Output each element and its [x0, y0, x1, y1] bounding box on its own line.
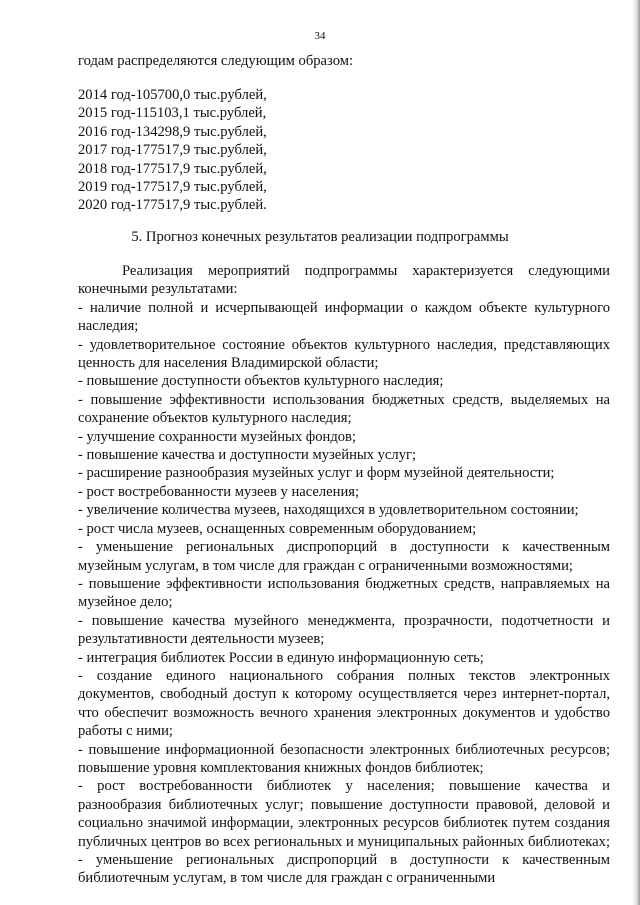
result-item: - удовлетворительное состояние объектов культурного наследия, представляющих ценность для населения Владимирской области;	[78, 336, 610, 372]
result-item: - повышение качества музейного менеджмента, прозрачности, подотчетности и результативности деятельности музеев;	[78, 612, 610, 648]
results-section	[78, 262, 610, 888]
allocation-2020: 2020 год-177517,9 тыс.рублей.	[78, 197, 267, 214]
allocation-list	[78, 86, 610, 215]
scan-edge-shadow	[632, 0, 640, 905]
result-item: - рост числа музеев, оснащенных современным оборудованием;	[78, 520, 477, 537]
allocation-2016: 2016 год-134298,9 тыс.рублей,	[78, 123, 267, 140]
result-item: - улучшение сохранности музейных фондов;	[78, 428, 356, 445]
allocation-2017: 2017 год-177517,9 тыс.рублей,	[78, 142, 267, 159]
allocation-2014: 2014 год-105700,0 тыс.рублей,	[78, 87, 267, 103]
result-item: - повышение эффективности использования бюджетных средств, выделяемых на сохранение объектов культурного наследия;	[78, 391, 610, 427]
result-item: - повышение качества и доступности музейных услуг;	[78, 447, 417, 464]
section-heading: 5. Прогноз конечных результатов реализации подпрограммы	[131, 229, 509, 245]
results-lead: Реализация мероприятий подпрограммы характеризуется следующими конечными результатами:	[78, 263, 610, 298]
allocation-2019: 2019 год-177517,9 тыс.рублей,	[78, 178, 267, 195]
result-item: - расширение разнообразия музейных услуг и форм музейной деятельности;	[78, 465, 555, 482]
result-item: - повышение доступности объектов культурного наследия;	[78, 373, 444, 390]
result-item: - интеграция библиотек России в единую информационную сеть;	[78, 649, 484, 666]
result-item: - создание единого национального собрания полных текстов электронных документов, свободный доступ к которому осуществляется через интернет-портал, что обеспечит возможность вечного хранения электронных документов и удобство работы с ними;	[78, 667, 610, 740]
result-item: - повышение эффективности использования бюджетных средств, направляемых на музейное дело;	[78, 575, 610, 611]
result-item: - увеличение количества музеев, находящихся в удовлетворительном состоянии;	[78, 502, 579, 519]
result-item: - наличие полной и исчерпывающей информации о каждом объекте культурного наследия;	[78, 299, 610, 335]
intro-line: годам распределяются следующим образом:	[78, 53, 354, 69]
result-item: - рост востребованности библиотек у населения; повышение качества и разнообразия библиотечных услуг; повышение доступности правовой, деловой и социально значимой информации, электронных ресурсов библиотек путем создания публичных центров во всех региональных и муниципальных районных библиотеках; - уменьшение региональных диспропорций в доступности к качественным библиотечным услугам, в том числе для граждан с ограниченными	[78, 778, 610, 887]
result-item: - уменьшение региональных диспропорций в доступности к качественным музейным услугам, в том числе для граждан с ограниченными возможностями;	[78, 539, 610, 574]
result-item: - повышение информационной безопасности электронных библиотечных ресурсов; повышение уровня комплектования книжных фондов библиотек;	[78, 741, 610, 776]
result-item: - рост востребованности музеев у населения;	[78, 483, 360, 500]
allocation-2015: 2015 год-115103,1 тыс.рублей,	[78, 105, 267, 122]
page-number: 34	[314, 30, 326, 42]
allocation-2018: 2018 год-177517,9 тыс.рублей,	[78, 160, 267, 177]
